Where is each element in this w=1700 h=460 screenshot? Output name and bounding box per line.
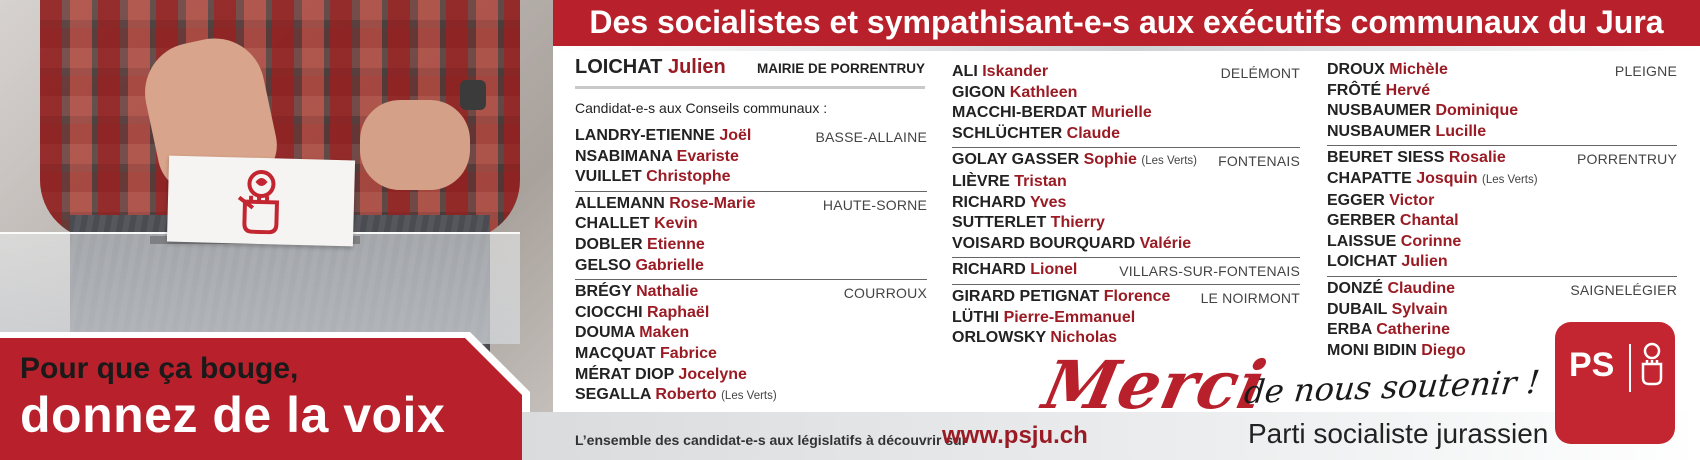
ballot-box bbox=[0, 232, 520, 344]
logo-letters: PS bbox=[1569, 346, 1615, 384]
commune-group bbox=[952, 285, 1300, 352]
commune-name: PLEIGNE bbox=[1614, 63, 1677, 79]
candidate-name bbox=[952, 193, 1300, 214]
candidate-name bbox=[575, 323, 927, 344]
last-name: DUBAIL bbox=[1327, 300, 1388, 318]
candidate-name bbox=[575, 303, 927, 324]
first-name: Valérie bbox=[1139, 234, 1192, 252]
last-name: LIÈVRE bbox=[952, 172, 1010, 190]
fist-rose-icon bbox=[230, 167, 292, 235]
first-name: Corinne bbox=[1400, 232, 1462, 250]
last-name: GELSO bbox=[575, 256, 632, 274]
commune-group bbox=[1327, 146, 1677, 277]
last-name: MÉRAT DIOP bbox=[575, 365, 674, 383]
last-name: VUILLET bbox=[575, 168, 642, 186]
first-name: Yves bbox=[1029, 193, 1067, 211]
last-name: MONI BIDIN bbox=[1327, 341, 1417, 359]
candidate-name bbox=[1327, 191, 1677, 212]
first-name: Lionel bbox=[1030, 261, 1078, 279]
last-name: SCHLÜCHTER bbox=[952, 124, 1063, 142]
first-name: Evariste bbox=[676, 147, 739, 165]
last-name: ALLEMANN bbox=[575, 194, 665, 212]
commune-group bbox=[952, 148, 1300, 258]
watch-icon bbox=[460, 80, 486, 110]
first-name: Maken bbox=[639, 324, 690, 342]
first-name: Christophe bbox=[646, 168, 731, 186]
ps-logo bbox=[1555, 322, 1675, 444]
last-name: MACCHI-BERDAT bbox=[952, 104, 1087, 122]
first-name: Claude bbox=[1066, 124, 1121, 142]
candidate-name bbox=[575, 167, 927, 188]
last-name: NSABIMANA bbox=[575, 147, 673, 165]
candidate-name bbox=[1327, 169, 1677, 191]
last-name: LOICHAT bbox=[575, 56, 663, 78]
candidate-name bbox=[575, 256, 927, 277]
candidate-column-1 bbox=[575, 124, 927, 410]
first-name: Florence bbox=[1103, 287, 1171, 305]
footer-text: L’ensemble des candidat-e-s aux législatifs à découvrir sur bbox=[575, 432, 968, 448]
last-name: RICHARD bbox=[952, 193, 1026, 211]
first-name: Iskander bbox=[982, 63, 1049, 80]
first-name: Kevin bbox=[654, 215, 698, 233]
first-name: Thierry bbox=[1050, 214, 1105, 232]
commune-name: PORRENTRUY bbox=[1576, 151, 1677, 168]
first-name: Hervé bbox=[1385, 81, 1431, 99]
last-name: CHALLET bbox=[575, 215, 650, 233]
first-name: Josquin bbox=[1416, 169, 1478, 187]
ballot-paper bbox=[167, 156, 355, 247]
last-name: ORLOWSKY bbox=[952, 329, 1046, 347]
hand bbox=[360, 100, 470, 190]
first-name: Dominique bbox=[1435, 102, 1519, 120]
party-affiliation: (Les Verts) bbox=[1481, 173, 1538, 186]
last-name: GOLAY GASSER bbox=[952, 151, 1080, 169]
first-name: Rose-Marie bbox=[669, 194, 756, 212]
last-name: BEURET SIESS bbox=[1327, 149, 1445, 167]
mayor-candidate bbox=[575, 56, 925, 89]
commune-name: FONTENAIS bbox=[1218, 153, 1300, 170]
last-name: ALI bbox=[952, 63, 978, 80]
first-name: Murielle bbox=[1091, 104, 1152, 122]
party-affiliation: (Les Verts) bbox=[1141, 155, 1198, 168]
candidate-name bbox=[952, 83, 1300, 104]
party-name: Parti socialiste jurassien bbox=[1248, 418, 1549, 449]
commune-group bbox=[575, 280, 927, 410]
first-name: Victor bbox=[1389, 191, 1435, 209]
first-name: Joël bbox=[719, 127, 752, 144]
first-name: Pierre-Emmanuel bbox=[1003, 308, 1136, 326]
last-name: GIGON bbox=[952, 83, 1006, 101]
last-name: VOISARD BOURQUARD bbox=[952, 234, 1136, 252]
last-name: GIRARD PETIGNAT bbox=[952, 287, 1100, 305]
commune-name: COURROUX bbox=[843, 285, 927, 302]
commune-group bbox=[575, 192, 927, 280]
candidate-name bbox=[575, 147, 927, 168]
banner-title: Des socialistes et sympathisant-e-s aux exécutifs communaux du Jura bbox=[553, 0, 1700, 46]
first-name: Raphaël bbox=[647, 303, 710, 321]
candidate-name bbox=[575, 365, 927, 386]
commune-name: DELÉMONT bbox=[1220, 65, 1300, 81]
first-name: Sophie bbox=[1083, 151, 1137, 169]
commune-name: SAIGNELÉGIER bbox=[1570, 281, 1677, 298]
first-name: Jocelyne bbox=[678, 365, 747, 383]
website-link[interactable]: www.psju.ch bbox=[942, 422, 1088, 449]
last-name: EGGER bbox=[1327, 191, 1385, 209]
last-name: LANDRY-ETIENNE bbox=[575, 127, 715, 144]
first-name: Julien bbox=[667, 56, 726, 78]
last-name: NUSBAUMER bbox=[1327, 102, 1431, 120]
first-name: Etienne bbox=[647, 235, 705, 253]
last-name: DOUMA bbox=[575, 324, 635, 342]
candidates-intro: Candidat-e-s aux Conseils communaux : bbox=[575, 100, 828, 116]
first-name: Rosalie bbox=[1448, 149, 1506, 167]
commune-group bbox=[575, 124, 927, 192]
candidate-name bbox=[1327, 252, 1677, 273]
party-affiliation: (Les Verts) bbox=[721, 390, 777, 403]
last-name: NUSBAUMER bbox=[1327, 122, 1431, 140]
first-name: Lucille bbox=[1435, 122, 1487, 140]
last-name: ERBA bbox=[1327, 321, 1372, 339]
first-name: Chantal bbox=[1399, 212, 1459, 230]
logo-divider bbox=[1629, 344, 1631, 392]
last-name: DROUX bbox=[1327, 61, 1385, 78]
commune-group bbox=[952, 60, 1300, 148]
candidate-name bbox=[1327, 211, 1677, 232]
candidate-name bbox=[575, 214, 927, 235]
candidate-name bbox=[575, 344, 927, 365]
first-name: Tristan bbox=[1014, 172, 1067, 190]
candidate-name bbox=[952, 172, 1300, 193]
first-name: Gabrielle bbox=[635, 256, 704, 274]
first-name: Nicholas bbox=[1050, 329, 1118, 347]
merci-text: Merci bbox=[1036, 346, 1274, 424]
first-name: Catherine bbox=[1376, 321, 1450, 339]
last-name: LOICHAT bbox=[1327, 253, 1397, 271]
last-name: LAISSUE bbox=[1327, 232, 1397, 250]
first-name: Michèle bbox=[1389, 61, 1448, 78]
candidate-name bbox=[952, 234, 1300, 255]
fist-rose-icon bbox=[1637, 342, 1667, 390]
header-divider bbox=[553, 46, 1700, 51]
commune-group bbox=[1327, 58, 1677, 146]
soutenir-text: de nous soutenir ! bbox=[1242, 362, 1542, 412]
candidate-name bbox=[1327, 122, 1677, 143]
last-name: CHAPATTE bbox=[1327, 169, 1412, 187]
first-name: Diego bbox=[1421, 341, 1466, 359]
last-name: CIOCCHI bbox=[575, 303, 643, 321]
commune-name: BASSE-ALLAINE bbox=[815, 129, 927, 145]
last-name: BRÉGY bbox=[575, 283, 632, 301]
last-name: DOBLER bbox=[575, 235, 643, 253]
last-name: FRÔTÉ bbox=[1327, 81, 1382, 99]
candidate-name bbox=[952, 103, 1300, 124]
slogan-line-2: donnez de la voix bbox=[20, 387, 446, 443]
first-name: Roberto bbox=[655, 386, 717, 404]
last-name: RICHARD bbox=[952, 261, 1026, 279]
candidate-name bbox=[1327, 300, 1677, 321]
first-name: Sylvain bbox=[1391, 300, 1448, 318]
last-name: SUTTERLET bbox=[952, 214, 1047, 232]
first-name: Nathalie bbox=[636, 283, 699, 301]
last-name: SEGALLA bbox=[575, 386, 651, 404]
slogan-line-1: Pour que ça bouge, bbox=[20, 352, 299, 385]
candidate-name bbox=[1327, 81, 1677, 102]
last-name: GERBER bbox=[1327, 212, 1396, 230]
candidate-name bbox=[575, 385, 927, 407]
candidate-name bbox=[952, 124, 1300, 145]
last-name: LÜTHI bbox=[952, 308, 1000, 326]
commune-name: HAUTE-SORNE bbox=[822, 196, 927, 213]
candidate-column-2 bbox=[952, 60, 1300, 352]
candidate-name bbox=[575, 235, 927, 256]
first-name: Fabrice bbox=[660, 344, 717, 362]
candidate-column-3 bbox=[1327, 58, 1677, 364]
first-name: Kathleen bbox=[1009, 83, 1078, 101]
candidate-name bbox=[952, 308, 1300, 329]
commune-name: LE NOIRMONT bbox=[1200, 289, 1300, 306]
mayor-place: MAIRIE DE PORRENTRUY bbox=[756, 61, 925, 76]
first-name: Julien bbox=[1401, 253, 1448, 271]
last-name: DONZÉ bbox=[1327, 279, 1383, 297]
candidate-name bbox=[952, 213, 1300, 234]
mayor-name bbox=[575, 56, 726, 79]
commune-group bbox=[952, 258, 1300, 285]
candidate-name bbox=[1327, 232, 1677, 253]
candidate-name bbox=[1327, 101, 1677, 122]
last-name: MACQUAT bbox=[575, 344, 656, 362]
commune-name: VILLARS-SUR-FONTENAIS bbox=[1119, 263, 1300, 280]
first-name: Claudine bbox=[1387, 279, 1456, 297]
